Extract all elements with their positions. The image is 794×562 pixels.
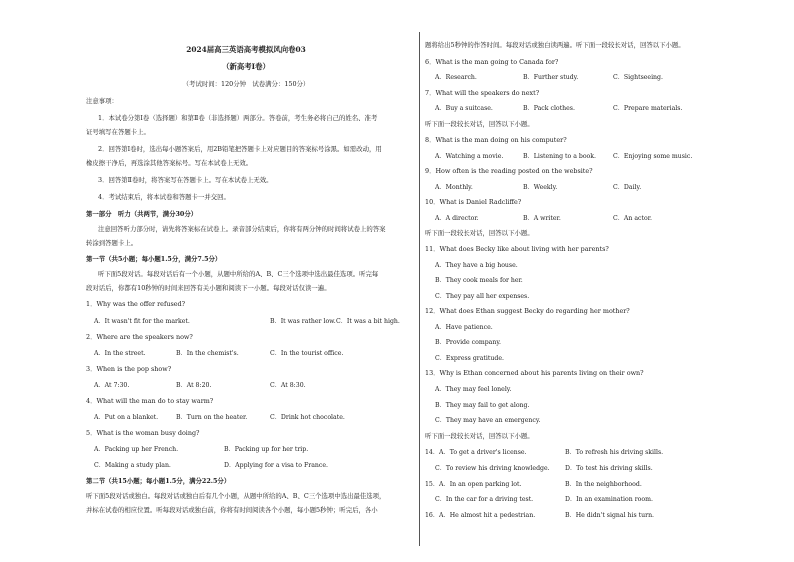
section1-directions-1: 听下面5段对话。每段对话后有一个小题，从题中所给的A、B、C三个选项中选出最佳选项。听完每 xyxy=(98,270,379,278)
notes-heading: 注意事项： xyxy=(86,97,118,105)
q8-option-b: B．Listening to a book. xyxy=(523,153,596,160)
question-7: 7．What will the speakers do next? xyxy=(425,89,540,97)
q1-option-c: C．It was a bit high. xyxy=(336,318,400,325)
question-5: 5．What is the woman busy doing? xyxy=(86,429,200,437)
exam-title: 2024届高三英语高考模拟风向卷03 xyxy=(186,45,306,54)
section2-heading: 第二节（共15小题；每小题1.5分，满分22.5分） xyxy=(86,477,231,485)
question-12: 12．What does Ethan suggest Becky do regarding her mother? xyxy=(425,307,630,315)
part1-heading: 第一部分 听力（共两节，满分30分） xyxy=(86,210,198,218)
q14-option-b: B．To refresh his driving skills. xyxy=(565,449,664,456)
question-8: 8．What is the man doing on his computer? xyxy=(425,136,567,144)
q3-option-b: B．At 8:20. xyxy=(176,382,212,389)
part1-intro-1: 注意回答听力部分时，请先将答案标在试卷上。录音部分结束后，你将有两分钟的时间将试卷上的答案 xyxy=(98,225,386,233)
q9-option-a: A．Monthly. xyxy=(435,184,473,191)
question-13: 13．Why is Ethan concerned about his parents living on their own? xyxy=(425,369,644,377)
q11-option-b: B．They cook meals for her. xyxy=(435,277,523,284)
question-9: 9．How often is the reading posted on the website? xyxy=(425,167,593,175)
question-10: 10．What is Daniel Radcliffe? xyxy=(425,198,522,206)
q11-option-a: A．They have a big house. xyxy=(435,262,518,269)
question-2: 2．Where are the speakers now? xyxy=(86,333,193,341)
q6-option-c: C．Sightseeing. xyxy=(613,74,663,81)
question-6: 6．What is the man going to Canada for? xyxy=(425,58,559,66)
note-3: 3．回答第Ⅱ卷时，将答案写在答题卡上。写在本试卷上无效。 xyxy=(98,176,273,184)
section2-directions-2: 并标在试卷的相应位置。听每段对话或独白前，你将有时间阅读各个小题，每小题5秒钟；听完后，各小 xyxy=(86,506,378,514)
note-1a: 1．本试卷分第Ⅰ卷（选择题）和第Ⅱ卷（非选择题）两部分。答卷前，考生务必将自己的姓名、准考 xyxy=(98,114,378,122)
q11-option-c: C．They pay all her expenses. xyxy=(435,293,530,300)
q13-option-b: B．They may fail to get along. xyxy=(435,402,530,409)
q3-option-a: A．At 7:30. xyxy=(94,382,130,389)
question-1: 1．Why was the offer refused? xyxy=(86,300,186,308)
question-3: 3．When is the pop show? xyxy=(86,365,172,373)
listen-instruction-2: 听下面一段较长对话，回答以下小题。 xyxy=(425,120,534,128)
question-4: 4．What will the man do to stay warm? xyxy=(86,397,214,405)
q12-option-b: B．Provide company. xyxy=(435,339,501,346)
note-2a: 2．回答第Ⅰ卷时，选出每小题答案后，用2B铅笔把答题卡上对应题目的答案标号涂黑。如需改动，用 xyxy=(98,145,382,153)
q7-option-b: B．Pack clothes. xyxy=(523,105,575,112)
q15-option-c: C．In the car for a driving test. xyxy=(435,496,534,503)
column-divider xyxy=(419,32,420,546)
q14-option-a: 14．A．To get a driver's license. xyxy=(425,449,527,456)
q5-option-d: D．Applying for a visa to France. xyxy=(224,462,329,469)
q10-option-a: A．A director. xyxy=(435,215,479,222)
q7-option-a: A．Buy a suitcase. xyxy=(435,105,493,112)
q5-option-b: B．Packing up for her trip. xyxy=(224,446,309,453)
q12-option-a: A．Have patience. xyxy=(435,324,493,331)
exam-info: （考试时间：120分钟 试卷满分：150分） xyxy=(182,80,310,88)
q12-option-c: C．Express gratitude. xyxy=(435,355,504,362)
q4-option-c: C．Drink hot chocolate. xyxy=(270,414,345,421)
q14-option-d: D．To test his driving skills. xyxy=(565,465,653,472)
exam-subtitle: （新高考I卷） xyxy=(222,62,270,71)
q7-option-c: C．Prepare materials. xyxy=(613,105,683,112)
q5-option-a: A．Packing up her French. xyxy=(94,446,179,453)
q16-option-a: 16．A．He almost hit a pedestrian. xyxy=(425,512,536,519)
q10-option-c: C．An actor. xyxy=(613,215,652,222)
section2-directions-1: 听下面5段对话或独白。每段对话或独白后有几个小题，从题中所给的A、B、C三个选项中选出最佳选项， xyxy=(86,492,386,500)
q6-option-b: B．Further study. xyxy=(523,74,579,81)
q1-option-a: A．It wasn't fit for the market. xyxy=(94,318,190,325)
q3-option-c: C．At 8:30. xyxy=(270,382,306,389)
q2-option-b: B．In the chemist's. xyxy=(176,350,239,357)
q4-option-a: A．Put on a blanket. xyxy=(94,414,159,421)
section1-directions-2: 段对话后，你都有10秒钟的时间来回答有关小题和阅读下一小题。每段对话仅读一遍。 xyxy=(86,284,331,292)
q9-option-b: B．Weekly. xyxy=(523,184,558,191)
q13-option-a: A．They may feel lonely. xyxy=(435,386,512,393)
q5-option-c: C．Making a study plan. xyxy=(94,462,171,469)
question-11: 11．What does Becky like about living with her parents? xyxy=(425,245,609,253)
q15-option-d: D．In an examination room. xyxy=(565,496,653,503)
q14-option-c: C．To review his driving knowledge. xyxy=(435,465,550,472)
section1-heading: 第一节（共5小题；每小题1.5分，满分7.5分） xyxy=(86,255,222,263)
q4-option-b: B．Turn on the heater. xyxy=(176,414,248,421)
note-2b: 橡皮擦干净后，再选涂其他答案标号。写在本试卷上无效。 xyxy=(86,159,253,167)
note-1b: 证号填写在答题卡上。 xyxy=(86,128,150,136)
listen-instruction-4: 听下面一段较长对话，回答以下小题。 xyxy=(425,432,534,440)
q9-option-c: C．Daily. xyxy=(613,184,642,191)
q8-option-a: A．Watching a movie. xyxy=(435,153,504,160)
q13-option-c: C．They may have an emergency. xyxy=(435,417,541,424)
q15-option-a: 15．A．In an open parking lot. xyxy=(425,481,522,488)
listen-instruction-3: 听下面一段较长对话，回答以下小题。 xyxy=(425,229,534,237)
q16-option-b: B．He didn't signal his turn. xyxy=(565,512,655,519)
q6-option-a: A．Research. xyxy=(435,74,477,81)
section2-continued: 题将给出5秒钟的作答时间。每段对话或独白读两遍。听下面一段较长对话，回答以下小题。 xyxy=(425,41,685,49)
q2-option-a: A．In the street. xyxy=(94,350,146,357)
q2-option-c: C．In the tourist office. xyxy=(270,350,344,357)
q8-option-c: C．Enjoying some music. xyxy=(613,153,693,160)
q10-option-b: B．A writer. xyxy=(523,215,561,222)
q1-option-b: B．It was rather low. xyxy=(270,318,336,325)
note-4: 4．考试结束后，将本试卷和答题卡一并交回。 xyxy=(98,193,230,201)
q15-option-b: B．In the neighborhood. xyxy=(565,481,642,488)
part1-intro-2: 转涂到答题卡上。 xyxy=(86,239,138,247)
